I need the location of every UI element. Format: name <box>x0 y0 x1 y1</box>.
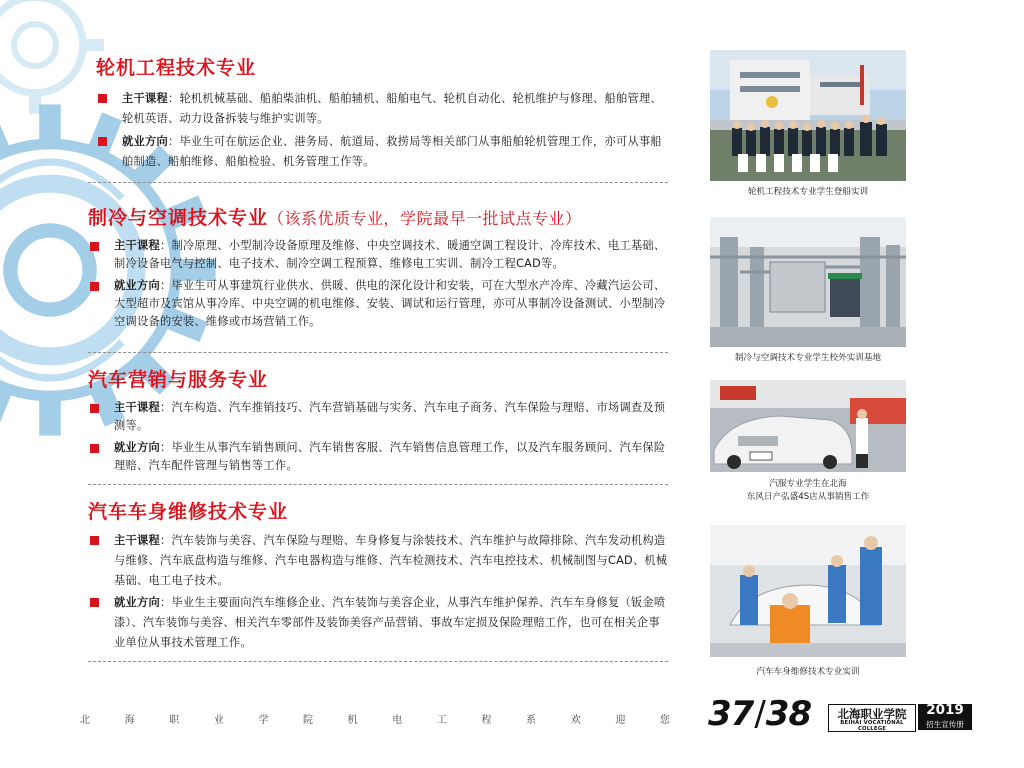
courses-item: 主干课程：汽车构造、汽车推销技巧、汽车营销基础与实务、汽车电子商务、汽车保险与理赔、市场调查及预测等。 <box>88 399 668 435</box>
ship-training-photo <box>710 50 906 181</box>
square-bullet-icon <box>90 404 99 413</box>
slogan-char: 机 <box>347 715 358 726</box>
small-gear-watermark-icon <box>0 0 110 120</box>
slogan-char: 迎 <box>615 715 626 726</box>
page-number: 37/38 <box>708 694 812 734</box>
jobs-item: 就业方向：毕业生可从事建筑行业供水、供暖、供电的深化设计和安装，可在大型水产冷库、冷藏汽运公司、大型超市及宾馆从事冷库、中央空调的机电维修、安装、调试和运行管理，亦可从事制冷设备测试、小型制冷空调设备的安装、维修或市场营销工作。 <box>88 277 668 331</box>
section-title: 制冷与空调技术专业（该系优质专业，学院最早一批试点专业） <box>88 207 582 229</box>
square-bullet-icon <box>90 444 99 453</box>
section-title: 汽车营销与服务专业 <box>88 369 269 391</box>
car-sales-photo <box>710 380 906 472</box>
photo-caption: 轮机工程技术专业学生登船实训 <box>747 187 869 197</box>
brochure-label: 招生宣传册 <box>926 720 964 729</box>
section-title: 汽车车身维修技术专业 <box>88 501 289 523</box>
slogan-char: 电 <box>392 715 403 726</box>
refrigeration-base-photo <box>710 217 906 347</box>
slogan-char: 职 <box>169 715 180 726</box>
courses-item: 主干课程：轮机机械基础、船舶柴油机、船舶辅机、船舶电气、轮机自动化、轮机维护与修理、船舶管理、轮机英语、动力设备拆装与维护实训等。 <box>96 89 668 129</box>
section-auto-body-repair <box>88 499 668 653</box>
body-repair-photo <box>710 525 906 657</box>
jobs-item: 就业方向：毕业生可在航运企业、港务局、航道局、救捞局等相关部门从事船舶轮机管理工作，亦可从事船舶制造、船舶维修、船舶检验、机务管理工作等。 <box>96 132 668 172</box>
square-bullet-icon <box>90 598 99 607</box>
slogan-char: 系 <box>526 715 537 726</box>
section-marine-engineering <box>96 55 668 172</box>
slogan-char: 程 <box>481 715 492 726</box>
college-name: 北海职业学院 <box>837 707 907 721</box>
photo-caption: 汽服专业学生在北海 东风日产弘盛4S店从事销售工作 <box>746 479 870 502</box>
section-refrigeration <box>88 205 668 331</box>
dashed-divider <box>88 484 668 485</box>
footer-slogan <box>80 711 670 726</box>
square-bullet-icon <box>98 94 107 103</box>
year: 2019 <box>926 702 964 718</box>
slogan-char: 北 <box>80 715 90 726</box>
courses-item: 主干课程：制冷原理、小型制冷设备原理及维修、中央空调技术、暖通空调工程设计、冷库技术、电工基础、制冷设备电气与控制、电子技术、制冷空调工程预算、维修电工实训、制冷工程CAD等。 <box>88 237 668 273</box>
courses-item: 主干课程：汽车装饰与美容、汽车保险与理赔、车身修复与涂装技术、汽车维护与故障排除、汽车发动机构造与维修、汽车底盘构造与维修、汽车电器构造与维修、汽车检测技术、汽车电控技术、机械制图与CAD、机械基础、电工电子技术。 <box>88 531 668 591</box>
photo-caption: 制冷与空调技术专业学生校外实训基地 <box>734 353 882 363</box>
year-badge <box>918 704 972 730</box>
square-bullet-icon <box>90 242 99 251</box>
square-bullet-icon <box>90 536 99 545</box>
slogan-char: 学 <box>258 715 269 726</box>
photo-caption: 汽车车身维修技术专业实训 <box>756 667 860 677</box>
square-bullet-icon <box>98 137 107 146</box>
slogan-char: 工 <box>436 715 447 726</box>
dashed-divider <box>88 182 668 183</box>
slogan-char: 业 <box>213 715 224 726</box>
jobs-item: 就业方向：毕业生从事汽车销售顾问、汽车销售客服、汽车销售信息管理工作，以及汽车服务顾问、汽车保险理赔、汽车配件管理与销售等工作。 <box>88 439 668 475</box>
college-english-name: BEIHAI VOCATIONAL COLLEGE <box>840 720 904 732</box>
section-auto-marketing <box>88 367 668 475</box>
college-logo <box>828 704 916 732</box>
section-title: 轮机工程技术专业 <box>96 57 257 79</box>
slogan-char: 您 <box>659 715 670 726</box>
jobs-item: 就业方向：毕业生主要面向汽车维修企业、汽车装饰与美容企业，从事汽车维护保养、汽车车身修复（钣金喷漆）、汽车装饰与美容、相关汽车零部件及装饰美容产品营销、事故车定损及保险理赔工作，也可在相关企事业单位从事技术管理工作。 <box>88 593 668 653</box>
slogan-char: 院 <box>303 715 314 726</box>
slogan-char: 欢 <box>570 715 581 726</box>
slogan-char: 海 <box>124 715 135 726</box>
square-bullet-icon <box>90 282 99 291</box>
dashed-divider <box>88 661 668 662</box>
dashed-divider <box>88 352 668 353</box>
